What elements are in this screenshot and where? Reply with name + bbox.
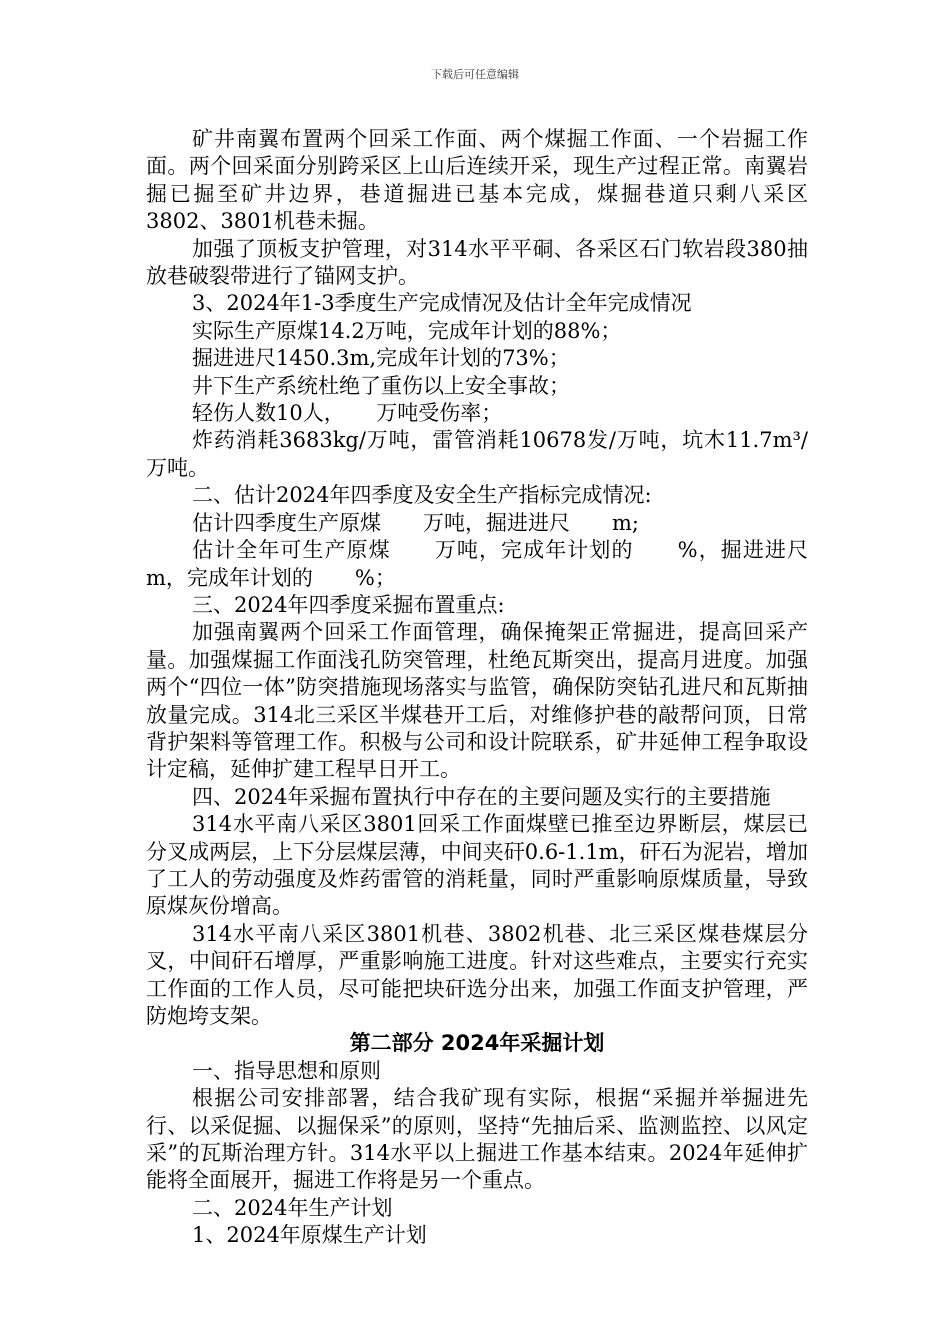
paragraph: 实际生产原煤14.2万吨，完成年计划的88%； bbox=[192, 318, 622, 343]
section-heading: 二、估计2024年四季度及安全生产指标完成情况: bbox=[192, 483, 652, 508]
part-title: 第二部分 2024年采掘计划 bbox=[349, 1031, 605, 1056]
paragraph: 314水平南八采区3801回采工作面煤壁已推至边界断层，煤层已分叉成两层，上下分层煤层薄，中间夹矸0.6-1.1m，矸石为泥岩，增加了工人的劳动强度及炸药雷管的消耗量，同时严重影响原煤质量，导致原煤灰份增高。 bbox=[146, 812, 808, 919]
document-body bbox=[146, 126, 850, 1250]
paragraph: 掘进进尺1450.3m,完成年计划的73%； bbox=[192, 346, 570, 371]
page-header: 下载后可任意编辑 bbox=[431, 68, 519, 81]
section-heading: 三、2024年四季度采掘布置重点: bbox=[192, 592, 505, 617]
paragraph: 3、2024年1-3季度生产完成情况及估计全年完成情况 bbox=[192, 291, 692, 316]
section-heading: 二、2024年生产计划 bbox=[192, 1195, 393, 1220]
paragraph: 轻伤人数10人， 万吨受伤率； bbox=[192, 401, 503, 426]
paragraph: 根据公司安排部署，结合我矿现有实际，根据“采掘并举掘进先行、以采促掘、以掘保采”的原则，坚持“先抽后采、监测监控、以风定采”的瓦斯治理方针。314水平以上掘进工作基本结束。2024年延伸扩能将全面展开，掘进工作将是另一个重点。 bbox=[146, 1086, 808, 1193]
paragraph: 井下生产系统杜绝了重伤以上安全事故； bbox=[192, 373, 570, 398]
paragraph: 314水平南八采区3801机巷、3802机巷、北三采区煤巷煤层分叉，中间矸石增厚，严重影响施工进度。针对这些难点，主要实行充实工作面的工作人员，尽可能把块矸选分出来，加强工作面支护管理，严防炮垮支架。 bbox=[146, 921, 808, 1028]
section-heading: 四、2024年采掘布置执行中存在的主要问题及实行的主要措施 bbox=[192, 784, 771, 809]
paragraph: 估计四季度生产原煤 万吨，掘进进尺 m; bbox=[192, 510, 639, 535]
paragraph: 估计全年可生产原煤 万吨，完成年计划的 %，掘进进尺 m，完成年计划的 %； bbox=[146, 538, 850, 590]
section-heading: 一、指导思想和原则 bbox=[192, 1058, 381, 1083]
paragraph: 加强南翼两个回采工作面管理，确保掩架正常掘进，提高回采产量。加强煤掘工作面浅孔防突管理，杜绝瓦斯突出，提高月进度。加强两个“四位一体”防突措施现场落实与监管，确保防突钻孔进尺和瓦斯抽放量完成。314北三采区半煤巷开工后，对维修护巷的敲帮问顶，日常背护架料等管理工作。积极与公司和设计院联系，矿井延伸工程争取设计定稿，延伸扩建工程早日开工。 bbox=[146, 620, 808, 782]
paragraph: 矿井南翼布置两个回采工作面、两个煤掘工作面、一个岩掘工作面。两个回采面分别跨采区上山后连续开采，现生产过程正常。南翼岩掘已掘至矿井边界，巷道掘进已基本完成，煤掘巷道只剩八采区3802、3801机巷未掘。 bbox=[146, 127, 808, 234]
paragraph: 炸药消耗3683kg/万吨，雷管消耗10678发/万吨，坑木11.7m³/万吨。 bbox=[146, 428, 808, 480]
paragraph: 加强了顶板支护管理，对314水平平硐、各采区石门软岩段380抽放巷破裂带进行了锚网支护。 bbox=[146, 236, 808, 289]
paragraph: 1、2024年原煤生产计划 bbox=[192, 1223, 427, 1248]
